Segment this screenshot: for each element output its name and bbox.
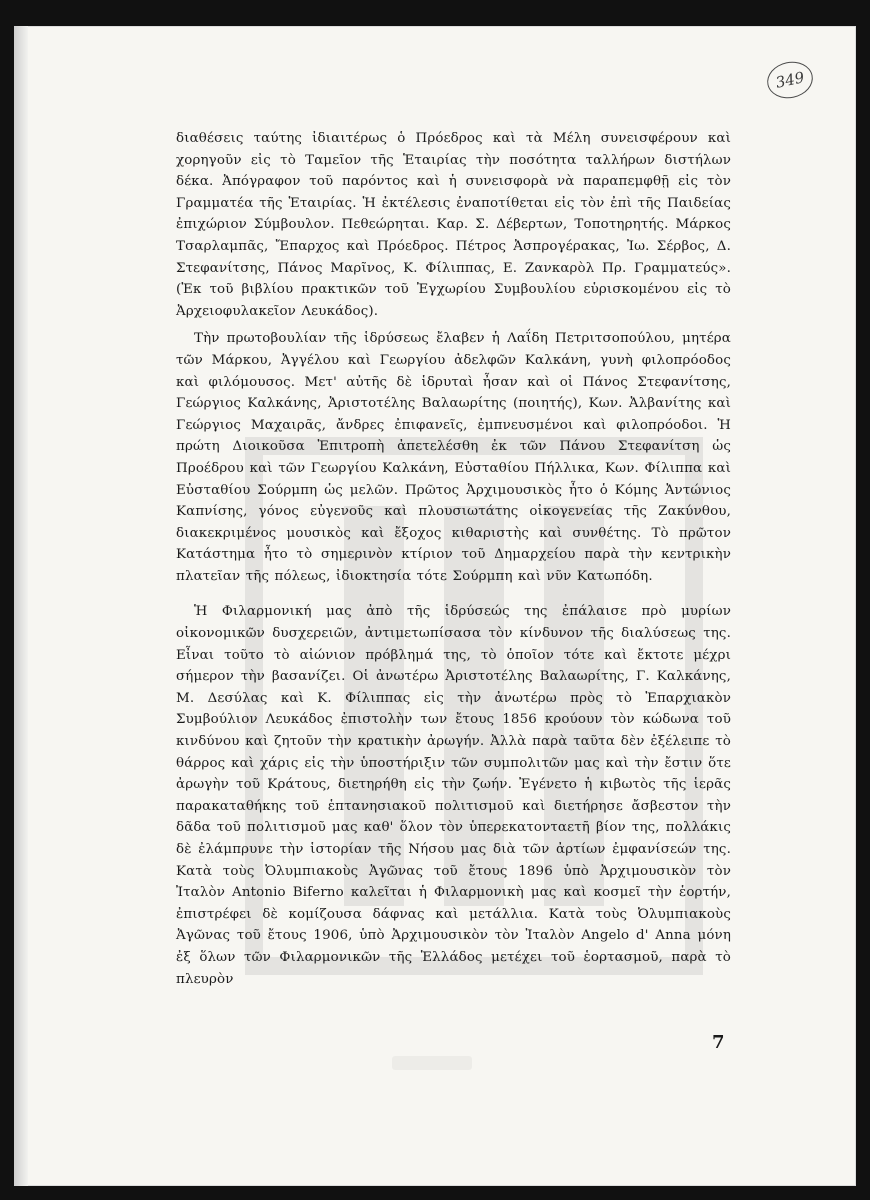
page-number: 7 — [712, 1032, 725, 1053]
handwritten-page-annotation — [764, 58, 816, 103]
body-text — [176, 128, 731, 990]
paragraph-3: Ἡ Φιλαρμονική μας ἀπὸ τῆς ἱδρύσεώς της ἐπάλαισε πρὸ μυρίων οἰκονομικῶν δυσχερειῶν, ἀντιμετωπίσασα τὸν κίνδυνον τῆς διαλύσεως της. Εἶναι τοῦτο τὸ αἰώνιον πρόβλημά της, τὸ ὁποῖον τότε καὶ ἔκτοτε μέχρι σήμερον τὴν βασανίζει. Οἱ ἀνωτέρω Ἀριστοτέλης Βαλαωρίτης, Γ. Καλκάνης, Μ. Δεσύλας καὶ Κ. Φίλιππας εἰς τὴν ἀνωτέρω πρὸς τὸ Ἐπαρχιακὸν Συμβούλιον Λευκάδος ἐπιστολὴν των ἔτους 1856 κρούουν τὸν κώδωνα τοῦ κινδύνου καὶ ζητοῦν τὴν κρατικὴν ἀρωγήν. Ἀλλὰ παρὰ ταῦτα δὲν ἐξέλειπε τὸ θάρρος καὶ χάρις εἰς τὴν ὑποστήριξιν τῶν συμπολιτῶν μας καὶ τὴν ἔστιν ὅτε ἀρωγὴν τοῦ Κράτους, διετηρήθη εἰς τὴν ζωήν. Ἐγένετο ἡ κιβωτὸς τῆς ἱερᾶς παρακαταθήκης τοῦ ἑπτανησιακοῦ πολιτισμοῦ καὶ διετήρησε ἄσβεστον τὴν δᾶδα τοῦ πολιτισμοῦ μας καθ' ὅλον τὸν ὑπερεκατονταετῆ βίον της, πολλάκις δὲ ἐλάμπρυνε τὴν ἱστορίαν τῆς Νήσου μας διὰ τῶν ἀρτίων ἐμφανίσεών της. Κατὰ τοὺς Ὀλυμπιακοὺς Ἀγῶνας τοῦ ἔτους 1896 ὑπὸ Ἀρχιμουσικὸν τὸν Ἰταλὸν Antonio Biferno καλεῖται ἡ Φιλαρμονικὴ μας καὶ κοσμεῖ τὴν ἑορτήν, ἐπιστρέφει δὲ κομίζουσα δάφνας καὶ μετάλλια. Κατὰ τοὺς Ὀλυμπιακοὺς Ἀγῶνας τοῦ ἔτους 1906, ὑπὸ Ἀρχιμουσικὸν τὸν Ἰταλὸν Angelo d' Anna μόνη ἐξ ὅλων τῶν Φιλαρμονικῶν τῆς Ἑλλάδος μετέχει τοῦ ἑορτασμοῦ, παρὰ τὸ πλευρὸν — [176, 604, 731, 987]
annotation-text: 349 — [774, 68, 806, 92]
page-binding-edge — [14, 26, 28, 1186]
paragraph-1: διαθέσεις ταύτης ἰδιαιτέρως ὁ Πρόεδρος καὶ τὰ Μέλη συνεισφέρουν καὶ χορηγοῦν εἰς τὸ Ταμεῖον τῆς Ἑταιρίας τὴν ποσότητα ταλλήρων διστήλων δέκα. Ἀπόγραφον τοῦ παρόντος καὶ ἡ συνεισφορὰ νὰ παραπεμφθῇ εἰς τὸν Γραμματέα τῆς Ἑταιρίας. Ἡ ἐκτέλεσις ἐναποτίθεται εἰς τὸν ἐπὶ τῆς Παιδείας ἐπιχώριον Σύμβουλον. Πεθεώρηται. Καρ. Σ. Δέβερτων, Τοποτηρητής. Μάρκος Τσαρλαμπᾶς, Ἔπαρχος καὶ Πρόεδρος. Πέτρος Ἀσπρογέρακας, Ἰω. Σέρβος, Δ. Στεφανίτσης, Πάνος Μαρῖνος, Κ. Φίλιππας, Ε. Ζανκαρὸλ Πρ. Γραμματεύς». (Ἐκ τοῦ βιβλίου πρακτικῶν τοῦ Ἐγχωρίου Συμβουλίου εὑρισκομένου εἰς τὸ Ἀρχειοφυλακεῖον Λευκάδος). — [176, 131, 731, 319]
faded-stamp — [392, 1056, 472, 1070]
document-page — [14, 26, 856, 1186]
paragraph-2: Τὴν πρωτοβουλίαν τῆς ἱδρύσεως ἔλαβεν ἡ Λαΐδη Πετριτσοπούλου, μητέρα τῶν Μάρκου, Ἀγγέλου καὶ Γεωργίου ἀδελφῶν Καλκάνη, γυνὴ φιλοπρόοδος καὶ φιλόμουσος. Μετ' αὐτῆς δὲ ἱδρυταὶ ἦσαν καὶ οἱ Πάνος Στεφανίτσης, Γεώργιος Καλκάνης, Ἀριστοτέλης Βαλαωρίτης (ποιητής), Κων. Ἀλβανίτης καὶ Γεώργιος Μαχαιρᾶς, ἄνδρες ἐπιφανεῖς, ἐμπνευσμένοι καὶ φιλοπρόοδοι. Ἡ πρώτη Διοικοῦσα Ἐπιτροπὴ ἀπετελέσθη ἐκ τῶν Πάνου Στεφανίτση ὡς Προέδρου καὶ τῶν Γεωργίου Καλκάνη, Εὐσταθίου Πήλλικα, Κων. Φίλιππα καὶ Εὐσταθίου Σούρμπη ὡς μελῶν. Πρῶτος Ἀρχιμουσικὸς ἦτο ὁ Κόμης Ἀντώνιος Καπνίσης, γόνος εὐγενοῦς καὶ πλουσιωτάτης οἰκογενείας τῆς Ζακύνθου, διακεκριμένος μουσικὸς καὶ ἔξοχος κιθαριστὴς καὶ συνθέτης. Τὸ πρῶτον Κατάστημα ἦτο τὸ σημερινὸν κτίριον τοῦ Δημαρχείου παρὰ τὴν κεντρικὴν πλατεῖαν τῆς πόλεως, ἰδιοκτησία τότε Σούρμπη καὶ νῦν Κατωπόδη. — [176, 331, 731, 584]
